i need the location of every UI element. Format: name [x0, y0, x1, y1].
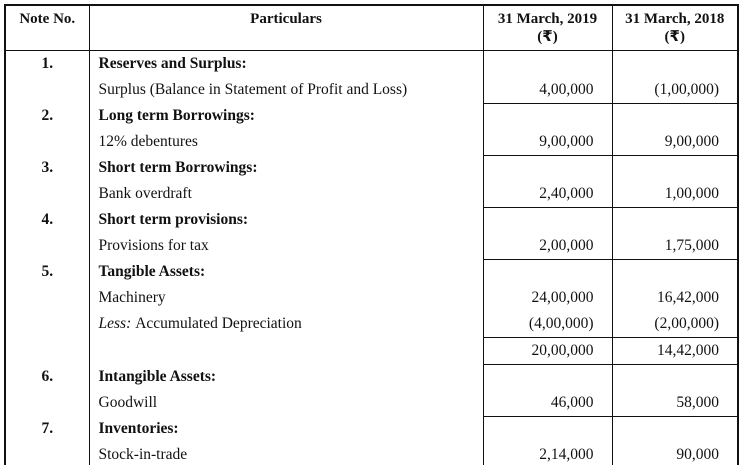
- table-row: [5, 207, 738, 233]
- note-number: [5, 181, 89, 207]
- amount-value: 9,00,000: [539, 132, 594, 150]
- amount-value: (1,00,000): [654, 80, 719, 98]
- amount-cell-2018: [612, 259, 738, 337]
- less-prefix: Less:: [98, 315, 132, 332]
- header-row: [5, 5, 738, 51]
- amount-cell-2019: [483, 103, 612, 155]
- section-title: Tangible Assets:: [89, 259, 483, 285]
- note-number: 6.: [5, 364, 89, 390]
- note-number: 1.: [5, 51, 89, 78]
- financial-notes-table: [4, 4, 739, 465]
- section-title: Reserves and Surplus:: [89, 51, 483, 78]
- amount-cell-2018: [612, 51, 738, 104]
- note-number: 4.: [5, 207, 89, 233]
- table-row: [5, 103, 738, 129]
- line-item-label: Goodwill: [89, 390, 483, 416]
- note-number: [5, 390, 89, 416]
- header-col-2019: [483, 5, 612, 51]
- amount-value: 4,00,000: [539, 80, 594, 98]
- line-item-text: Accumulated Depreciation: [135, 315, 302, 332]
- amount-value: 58,000: [676, 393, 719, 411]
- table-row: [5, 51, 738, 78]
- section-title: Long term Borrowings:: [89, 103, 483, 129]
- line-item-label: [89, 337, 483, 364]
- note-number: 5.: [5, 259, 89, 285]
- amount-value: 2,00,000: [539, 236, 594, 254]
- table-row: [5, 364, 738, 390]
- amount-cell-2019: [483, 259, 612, 337]
- note-number: 3.: [5, 155, 89, 181]
- amount-value: 2,14,000: [539, 446, 594, 463]
- table-row: [5, 416, 738, 442]
- line-item-label: Stock-in-trade: [89, 442, 483, 465]
- section-title: Inventories:: [89, 416, 483, 442]
- amount-cell-2019: [483, 416, 612, 465]
- amount-value: 16,42,000: [657, 288, 719, 306]
- line-item-label: Surplus (Balance in Statement of Profit and Loss): [89, 77, 483, 103]
- header-2019-rupee-symbol: (₹): [537, 29, 558, 45]
- amount-value: 46,000: [550, 393, 594, 411]
- amount-value: 24,00,000: [531, 288, 594, 306]
- note-number: [5, 442, 89, 465]
- amount-value: 20,00,000: [531, 341, 594, 359]
- header-2018-rupee-symbol: (₹): [664, 29, 685, 45]
- amount-value: 9,00,000: [664, 132, 719, 150]
- amount-cell-2018: [612, 207, 738, 259]
- line-item-label: Machinery: [89, 285, 483, 311]
- amount-value: (4,00,000): [528, 314, 594, 332]
- line-item-label: Bank overdraft: [89, 181, 483, 207]
- amount-cell-2019: [483, 155, 612, 207]
- subtotal-cell-2018: [612, 337, 738, 364]
- note-number: [5, 233, 89, 259]
- header-note-no: Note No.: [5, 5, 89, 51]
- amount-cell-2018: [612, 155, 738, 207]
- note-number: [5, 77, 89, 103]
- amount-value: 14,42,000: [657, 341, 719, 359]
- table-row: [5, 155, 738, 181]
- amount-cell-2018: [612, 416, 738, 465]
- amount-value: 1,75,000: [664, 236, 719, 254]
- header-2018-date: 31 March, 2018: [625, 11, 725, 27]
- header-particulars: Particulars: [89, 5, 483, 51]
- note-number: 2.: [5, 103, 89, 129]
- table-row: [5, 259, 738, 285]
- amount-value: 90,000: [676, 446, 719, 463]
- line-item-label: [89, 311, 483, 337]
- amount-value: 1,00,000: [664, 184, 719, 202]
- note-number: [5, 311, 89, 337]
- note-number: 7.: [5, 416, 89, 442]
- section-title: Intangible Assets:: [89, 364, 483, 390]
- header-2019-date: 31 March, 2019: [497, 11, 598, 27]
- subtotal-cell-2019: [483, 337, 612, 364]
- amount-value: (2,00,000): [654, 314, 719, 332]
- header-col-2018: [612, 5, 738, 51]
- amount-cell-2019: [483, 207, 612, 259]
- section-title: Short term Borrowings:: [89, 155, 483, 181]
- line-item-label: Provisions for tax: [89, 233, 483, 259]
- section-title: Short term provisions:: [89, 207, 483, 233]
- amount-cell-2018: [612, 103, 738, 155]
- amount-cell-2019: [483, 364, 612, 416]
- line-item-label: 12% debentures: [89, 129, 483, 155]
- note-number: [5, 337, 89, 364]
- note-number: [5, 285, 89, 311]
- amount-cell-2018: [612, 364, 738, 416]
- amount-value: 2,40,000: [539, 184, 594, 202]
- amount-cell-2019: [483, 51, 612, 104]
- subtotal-row: [5, 337, 738, 364]
- note-number: [5, 129, 89, 155]
